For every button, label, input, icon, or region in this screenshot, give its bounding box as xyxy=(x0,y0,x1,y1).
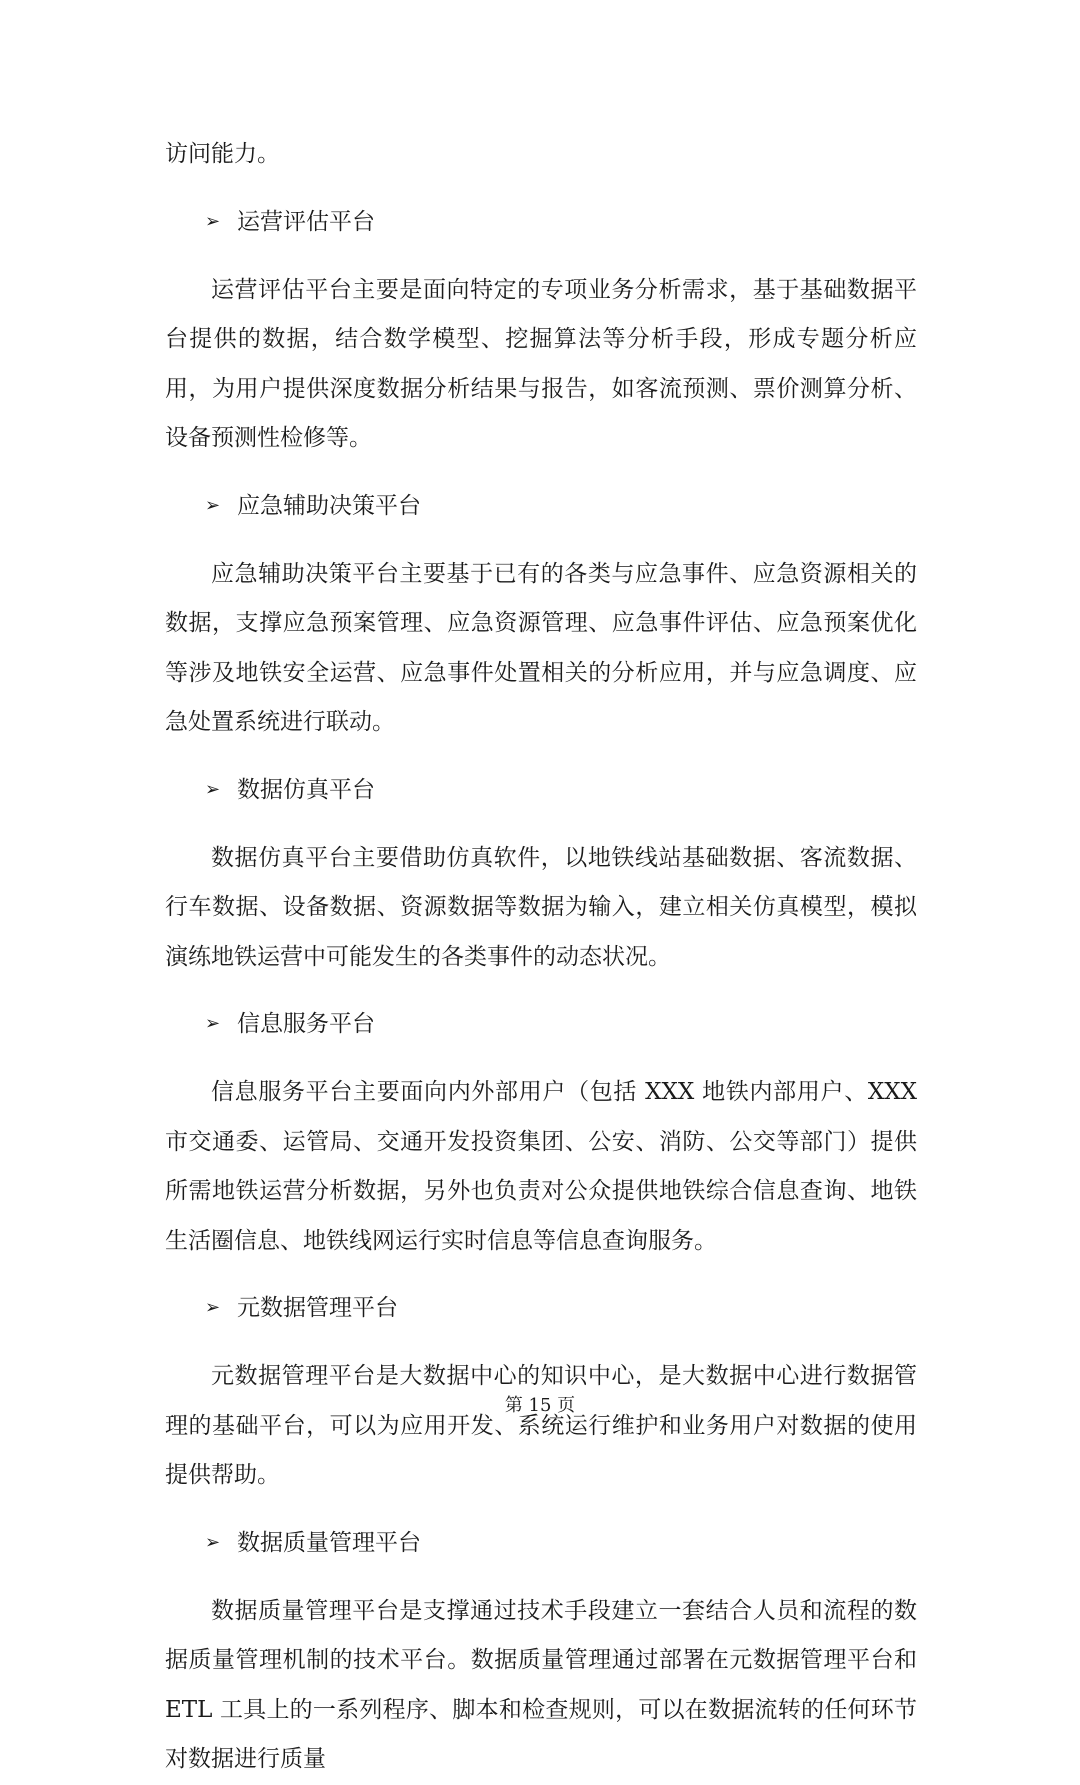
section-title: 数据质量管理平台 xyxy=(237,1529,421,1556)
section-title: 运营评估平台 xyxy=(237,208,375,235)
section-heading-data-quality xyxy=(205,1527,917,1559)
section-heading-data-simulation xyxy=(205,774,917,806)
arrow-bullet-icon: ➢ xyxy=(205,778,221,800)
section-heading-operation-evaluation xyxy=(205,206,917,238)
section-body: 信息服务平台主要面向内外部用户（包括 XXX 地铁内部用户、XXX 市交通委、运管局、交通开发投资集团、公安、消防、公交等部门）提供所需地铁运营分析数据，另外也负责对公众提供地铁综合信息查询、地铁生活圈信息、地铁线网运行实时信息等信息查询服务。 xyxy=(165,1079,917,1254)
section-title: 应急辅助决策平台 xyxy=(237,492,421,519)
section-title: 数据仿真平台 xyxy=(237,776,375,803)
arrow-bullet-icon: ➢ xyxy=(205,1297,221,1318)
section-body: 元数据管理平台是大数据中心的知识中心，是大数据中心进行数据管理的基础平台，可以为应用开发、系统运行维护和业务用户对数据的使用提供帮助。 xyxy=(165,1363,917,1488)
section-title: 信息服务平台 xyxy=(237,1011,375,1037)
section-body: 数据质量管理平台是支撑通过技术手段建立一套结合人员和流程的数据质量管理机制的技术平台。数据质量管理通过部署在元数据管理平台和 ETL 工具上的一系列程序、脚本和检查规则，可以在数据流转的任何环节对数据进行质量 xyxy=(165,1597,917,1772)
section-body: 应急辅助决策平台主要基于已有的各类与应急事件、应急资源相关的数据，支撑应急预案管理、应急资源管理、应急事件评估、应急预案优化等涉及地铁安全运营、应急事件处置相关的分析应用，并与应急调度、应急处置系统进行联动。 xyxy=(165,560,917,735)
section-heading-metadata-management xyxy=(205,1292,917,1324)
section-body: 运营评估平台主要是面向特定的专项业务分析需求，基于基础数据平台提供的数据，结合数学模型、挖掘算法等分析手段，形成专题分析应用，为用户提供深度数据分析结果与报告，如客流预测、票价测算分析、设备预测性检修等。 xyxy=(165,276,917,451)
section-heading-information-service xyxy=(205,1008,917,1040)
arrow-bullet-icon: ➢ xyxy=(205,1013,221,1034)
arrow-bullet-icon: ➢ xyxy=(205,494,221,516)
section-heading-emergency-decision xyxy=(205,490,917,522)
intro-paragraph-tail: 访问能力。 xyxy=(165,141,280,167)
arrow-bullet-icon: ➢ xyxy=(205,1531,221,1553)
page-content xyxy=(165,130,917,1785)
arrow-bullet-icon: ➢ xyxy=(205,210,221,232)
page-number: 第 15 页 xyxy=(504,1395,576,1416)
section-title: 元数据管理平台 xyxy=(237,1295,398,1321)
section-body: 数据仿真平台主要借助仿真软件，以地铁线站基础数据、客流数据、行车数据、设备数据、资源数据等数据为输入，建立相关仿真模型，模拟演练地铁运营中可能发生的各类事件的动态状况。 xyxy=(165,844,917,970)
